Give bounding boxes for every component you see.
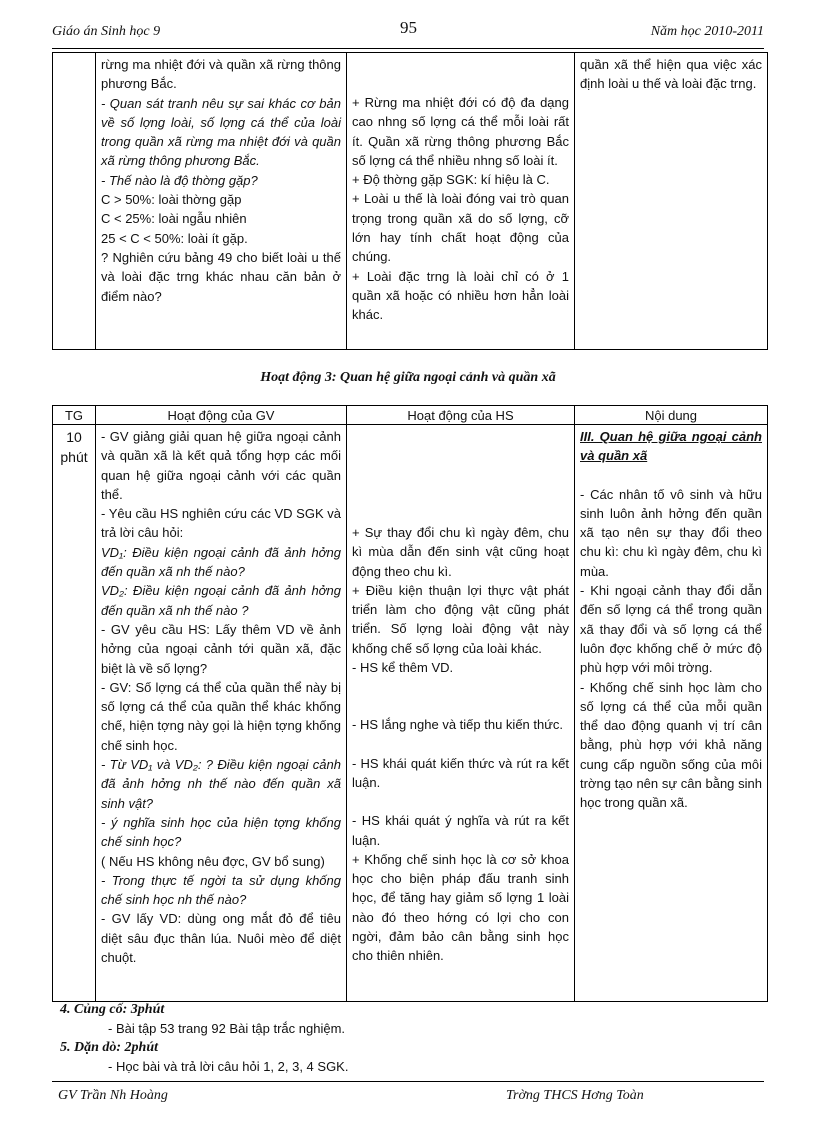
gv-question: VD₂: Điều kiện ngoại cảnh đã ảnh hởng đến quần xã nh thế nào ? <box>101 583 341 618</box>
page-header <box>52 18 764 49</box>
gv-line: ( Nếu HS không nêu đợc, GV bổ sung) <box>101 853 325 869</box>
gv-question: - ý nghĩa sinh học của hiện tợng khống chế sinh học? <box>101 814 341 850</box>
gv-question: VD₁: Điều kiện ngoại cảnh đã ảnh hởng đến quần xã nh thế nào? <box>101 544 341 580</box>
duration-value: 10 <box>66 429 82 445</box>
gv-question: - Quan sát tranh nêu sự sai khác cơ bản về số lợng loài, số lợng cá thể của loài trong quần xã rừng ma nhiệt đới và quần xã rừng thông phương Bắc. <box>101 95 341 169</box>
hs-line: + Rừng ma nhiệt đới có độ đa dạng cao nhng số lợng cá thể mỗi loài rất ít. Quần xã rừng thông phương Bắc số lợng cá thể nhiều nhng số loài ít. <box>352 95 569 168</box>
content-line: quần xã thể hiện qua việc xác định loài u thế và loài đặc trng. <box>580 57 762 92</box>
hs-line: + Loài đặc trng là loài chỉ có ở 1 quần xã hoặc có nhiều hơn hẳn loài khác. <box>352 268 569 323</box>
gv-line: - Yêu cầu HS nghiên cứu các VD SGK và trả lời câu hỏi: <box>101 506 341 541</box>
gv-line: ? Nghiên cứu bảng 49 cho biết loài u thế và loài đặc trng khác nhau căn bản ở điểm nào? <box>101 249 341 304</box>
column-header-tg: TG <box>53 406 96 425</box>
page-number: 95 <box>400 18 417 37</box>
homework-title: 5. Dặn dò: 2phút <box>60 1040 159 1055</box>
content-line: - Khi ngoại cảnh thay đổi dẫn đến số lợng cá thể trong quần xã thay đổi và số lợng cá thể luôn đợc khống chế ở mức độ phù hợp với môi trờng. <box>580 583 762 676</box>
hs-line: + Loài u thế là loài đóng vai trò quan trọng trong quần xã do số lợng, cỡ lớn hay tính chất hoạt động của chúng. <box>352 191 569 265</box>
hs-line: - HS kể thêm VD. <box>352 660 454 676</box>
section-title: III. Quan hệ giữa ngoại cảnh và quần xã <box>580 429 762 464</box>
footer-teacher: GV Trần Nh Hoàng <box>58 1088 168 1103</box>
gv-line: - GV lấy VD: dùng ong mắt đỏ để tiêu diệt sâu đục thân lúa. Nuôi mèo để diệt chuột. <box>101 911 341 966</box>
gv-line: - GV giảng giải quan hệ giữa ngoại cảnh và quần xã là kết quả tổng hợp các mối quan hệ giữa ngoại cảnh với các quần thể. <box>101 429 341 502</box>
content-cell <box>575 53 768 350</box>
column-header-gv: Hoạt động của GV <box>96 406 347 425</box>
hs-line: - HS khái quát kiến thức và rút ra kết luận. <box>352 755 569 790</box>
activity-3-table <box>52 405 768 1002</box>
gv-line: C > 50%: loài thờng gặp <box>101 192 242 208</box>
consolidation-title: 4. Củng cố: 3phút <box>60 1002 165 1017</box>
gv-activity-cell <box>96 53 347 350</box>
column-header-content: Nội dung <box>575 406 768 425</box>
gv-question: - Từ VD₁ và VD₂: ? Điều kiện ngoại cảnh đã ảnh hởng nh thế nào đến quần xã sinh vật? <box>101 757 341 811</box>
gv-question: - Thế nào là độ thờng gặp? <box>101 172 258 188</box>
hs-activity-cell <box>347 53 575 350</box>
hs-line: + Điều kiện thuận lợi thực vật phát triển làm cho động vật cũng phát triển. Số lợng loài động vật này khống chế số lợng của loài khác. <box>352 582 569 656</box>
activity-3-title: Hoạt động 3: Quan hệ giữa ngoại cảnh và quần xã <box>260 370 556 385</box>
gv-line: - GV: Số lợng cá thể của quần thể này bị số lợng cá thể của quần thể khác khống chế, hiện tợng này gọi là hiện tợng khống chế sinh học. <box>101 679 341 753</box>
hs-line: - HS lắng nghe và tiếp thu kiến thức. <box>352 717 564 733</box>
column-header-hs: Hoạt động của HS <box>347 406 575 425</box>
hs-activity-cell <box>347 425 575 1002</box>
page-footer <box>52 1081 764 1108</box>
gv-activity-cell <box>96 425 347 1002</box>
hs-line: - HS khái quát ý nghĩa và rút ra kết luận. <box>352 813 569 848</box>
gv-line: rừng ma nhiệt đới và quần xã rừng thông phương Bắc. <box>101 57 341 92</box>
content-line: - Các nhân tố vô sinh và hữu sinh luôn ảnh hởng đến quần xã tạo nên sự thay đổi theo chu kì: chu kì ngày đêm, chu kì mùa. <box>580 486 762 579</box>
hs-line: + Độ thờng gặp SGK: kí hiệu là C. <box>352 172 550 188</box>
gv-line: - GV yêu cầu HS: Lấy thêm VD về ảnh hởng của ngoại cảnh tới quần xã, đặc biệt là về số lợng? <box>101 621 341 676</box>
header-subject: Giáo án Sinh học 9 <box>52 24 161 39</box>
gv-line: C < 25%: loài ngẫu nhiên <box>101 211 247 227</box>
footer-school: Trờng THCS Hơng Toàn <box>506 1088 644 1103</box>
consolidation-item: - Bài tập 53 trang 92 Bài tập trắc nghiệm. <box>108 1021 346 1036</box>
duration-unit: phút <box>60 449 88 465</box>
content-line: - Khống chế sinh học làm cho số lợng cá thể của mỗi quần thể dao động quanh vị trí cân bằng, phù hợp với khả năng cung cấp nguồn sống của môi trờng tạo nên sự cân bằng sinh học trong quần xã. <box>580 679 762 811</box>
homework-item: - Học bài và trả lời câu hỏi 1, 2, 3, 4 SGK. <box>108 1059 349 1074</box>
hs-line: + Khống chế sinh học là cơ sở khoa học cho biện pháp đấu tranh sinh học, để tăng hay giảm số lợng 1 loài nào đó theo hớng có lợi cho con ngời, đảm bảo cân bằng sinh học cho thiên nhiên. <box>352 851 569 964</box>
tg-cell <box>53 53 96 350</box>
gv-line: 25 < C < 50%: loài ít gặp. <box>101 230 248 246</box>
header-school-year: Năm học 2010-2011 <box>650 24 764 39</box>
activity-2-table-continued <box>52 52 768 350</box>
gv-question: - Trong thực tế ngời ta sử dụng khống chế sinh học nh thế nào? <box>101 872 341 908</box>
hs-line: + Sự thay đổi chu kì ngày đêm, chu kì mùa dẫn đến sinh vật cũng hoạt động theo chu kì. <box>352 525 569 579</box>
content-cell <box>575 425 768 1002</box>
tg-cell <box>53 425 96 1002</box>
